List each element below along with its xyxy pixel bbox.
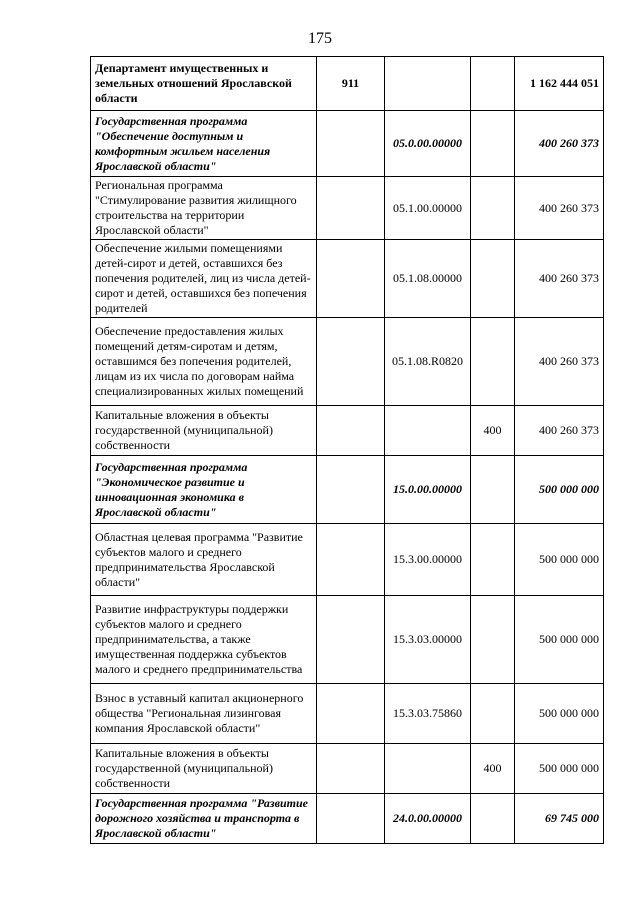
row-name: Государственная программа "Обеспечение доступным и комфортным жильем населения Ярославской области" <box>91 111 317 177</box>
row-target-code: 05.1.00.00000 <box>385 177 471 240</box>
row-name: Капитальные вложения в объекты государственной (муниципальной) собственности <box>91 744 317 794</box>
row-amount: 69 745 000 <box>515 794 604 844</box>
row-target-code <box>385 57 471 111</box>
row-amount: 400 260 373 <box>515 406 604 456</box>
row-name: Государственная программа "Экономическое развитие и инновационная экономика в Ярославской области" <box>91 456 317 524</box>
row-target-code <box>385 744 471 794</box>
row-amount: 500 000 000 <box>515 596 604 684</box>
row-department-code <box>317 456 385 524</box>
row-expense-type <box>471 177 515 240</box>
row-name: Областная целевая программа "Развитие субъектов малого и среднего предпринимательства Ярославской области" <box>91 524 317 596</box>
row-department-code <box>317 744 385 794</box>
row-expense-type <box>471 596 515 684</box>
table-row <box>91 240 604 318</box>
budget-table <box>90 56 604 844</box>
table-row <box>91 111 604 177</box>
row-amount: 500 000 000 <box>515 684 604 744</box>
row-expense-type <box>471 240 515 318</box>
row-name: Обеспечение жилыми помещениями детей-сирот и детей, оставшихся без попечения родителей, лиц из числа детей-сирот и детей, оставшихся без попечения родителей <box>91 240 317 318</box>
row-department-code <box>317 684 385 744</box>
row-amount: 500 000 000 <box>515 524 604 596</box>
row-department-code <box>317 524 385 596</box>
row-name: Развитие инфраструктуры поддержки субъектов малого и среднего предпринимательства, а также имущественная поддержка субъектов малого и среднего предпринимательства <box>91 596 317 684</box>
row-department-code <box>317 177 385 240</box>
row-expense-type <box>471 57 515 111</box>
row-name: Взнос в уставный капитал акционерного общества "Региональная лизинговая компания Ярославской области" <box>91 684 317 744</box>
table-row <box>91 744 604 794</box>
row-amount: 500 000 000 <box>515 744 604 794</box>
row-name: Обеспечение предоставления жилых помещений детям-сиротам и детям, оставшимся без попечения родителей, лицам из их числа по договорам найма специализированных жилых помещений <box>91 318 317 406</box>
row-amount: 500 000 000 <box>515 456 604 524</box>
row-name: Капитальные вложения в объекты государственной (муниципальной) собственности <box>91 406 317 456</box>
row-name: Департамент имущественных и земельных отношений Ярославской области <box>91 57 317 111</box>
row-department-code <box>317 406 385 456</box>
row-target-code: 15.0.00.00000 <box>385 456 471 524</box>
row-expense-type: 400 <box>471 406 515 456</box>
row-target-code: 05.1.08.00000 <box>385 240 471 318</box>
row-department-code <box>317 794 385 844</box>
table-row <box>91 524 604 596</box>
table-row <box>91 57 604 111</box>
row-department-code <box>317 111 385 177</box>
row-amount: 400 260 373 <box>515 240 604 318</box>
row-target-code: 15.3.00.00000 <box>385 524 471 596</box>
table-row <box>91 318 604 406</box>
row-expense-type <box>471 794 515 844</box>
row-expense-type <box>471 111 515 177</box>
row-amount: 400 260 373 <box>515 318 604 406</box>
row-name: Региональная программа "Стимулирование развития жилищного строительства на территории Ярославской области" <box>91 177 317 240</box>
table-row <box>91 177 604 240</box>
row-amount: 400 260 373 <box>515 111 604 177</box>
row-name: Государственная программа "Развитие дорожного хозяйства и транспорта в Ярославской области" <box>91 794 317 844</box>
table-row <box>91 406 604 456</box>
row-target-code <box>385 406 471 456</box>
row-target-code: 05.1.08.R0820 <box>385 318 471 406</box>
row-department-code <box>317 318 385 406</box>
row-target-code: 15.3.03.00000 <box>385 596 471 684</box>
row-target-code: 15.3.03.75860 <box>385 684 471 744</box>
table-row <box>91 456 604 524</box>
row-expense-type <box>471 524 515 596</box>
row-amount: 400 260 373 <box>515 177 604 240</box>
row-expense-type <box>471 318 515 406</box>
row-target-code: 05.0.00.00000 <box>385 111 471 177</box>
row-expense-type <box>471 684 515 744</box>
row-amount: 1 162 444 051 <box>515 57 604 111</box>
table-row <box>91 684 604 744</box>
row-department-code: 911 <box>317 57 385 111</box>
page-number: 175 <box>308 30 332 47</box>
row-department-code <box>317 240 385 318</box>
row-target-code: 24.0.00.00000 <box>385 794 471 844</box>
row-expense-type: 400 <box>471 744 515 794</box>
row-expense-type <box>471 456 515 524</box>
table-row <box>91 596 604 684</box>
row-department-code <box>317 596 385 684</box>
table-row <box>91 794 604 844</box>
